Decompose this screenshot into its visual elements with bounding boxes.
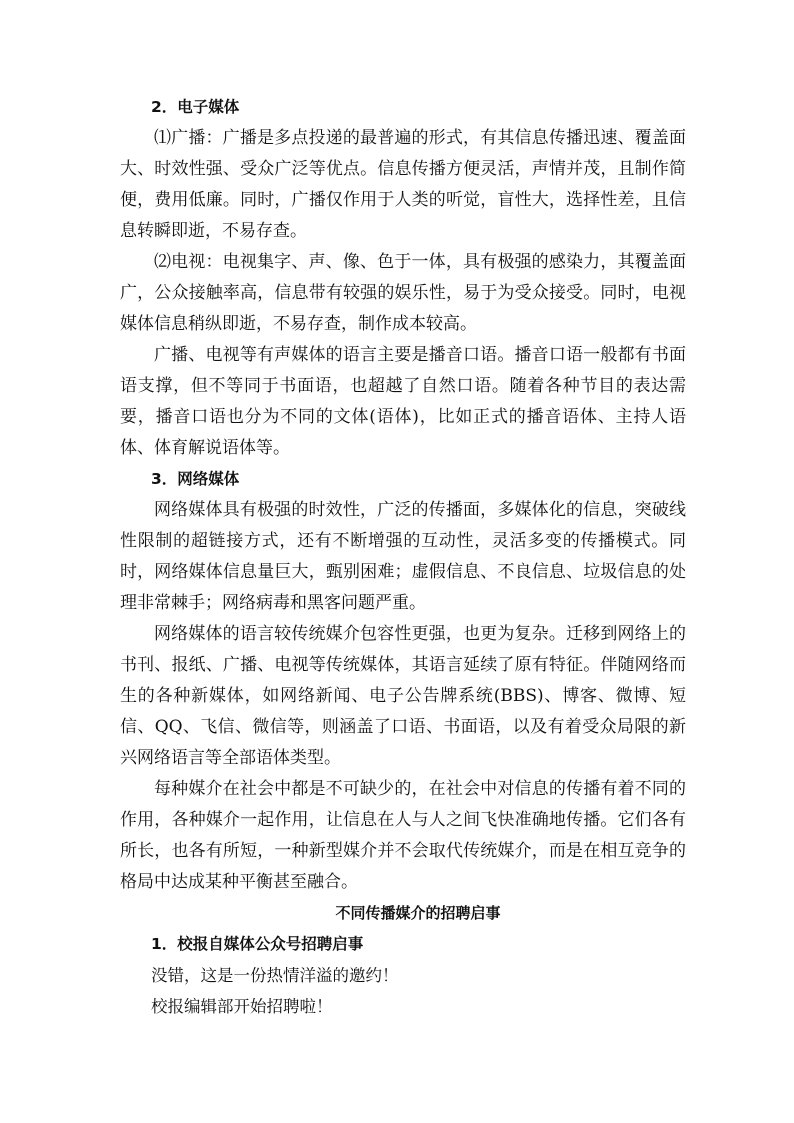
recruitment-title: 不同传播媒介的招聘启事 [335,904,501,922]
section-heading-network-media: 3．网络媒体 [151,470,240,488]
document-body [120,92,686,1022]
paragraph-radio: ⑴广播：广播是多点投递的最普遍的形式，有其信息传播迅速、覆盖面大、时效性强、受众广泛等优点。信息传播方便灵活，声情并茂，且制作简便，费用低廉。同时，广播仅作用于人类的听觉，盲性大，选择性差，且信息转瞬即逝，不易存查。 [120,128,686,241]
paragraph-broadcast-language: 广播、电视等有声媒体的语言主要是播音口语。播音口语一般都有书面语支撑，但不等同于书面语，也超越了自然口语。随着各种节目的表达需要，播音口语也分为不同的文体(语体)，比如正式的播音语体、主持人语体、体育解说语体等。 [120,345,686,458]
recruitment-subheading: 1．校报自媒体公众号招聘启事 [151,935,364,953]
paragraph-media-summary: 每种媒介在社会中都是不可缺少的，在社会中对信息的传播有着不同的作用，各种媒介一起作用，让信息在人与人之间飞快准确地传播。它们各有所长，也各有所短，一种新型媒介并不会取代传统媒介，而是在相互竞争的格局中达成某种平衡甚至融合。 [120,779,686,892]
recruitment-line: 没错，这是一份热情洋溢的邀约！ [151,966,399,985]
recruitment-line: 校报编辑部开始招聘啦！ [151,997,333,1016]
section-heading-electronic-media: 2．电子媒体 [151,98,240,116]
paragraph-network-language: 网络媒体的语言较传统媒介包容性更强，也更为复杂。迁移到网络上的书刊、报纸、广播、电视等传统媒体，其语言延续了原有特征。伴随网络而生的各种新媒体，如网络新闻、电子公告牌系统(BBS)、博客、微博、短信、QQ、飞信、微信等，则涵盖了口语、书面语，以及有着受众局限的新兴网络语言等全部语体类型。 [120,624,686,768]
paragraph-network-features: 网络媒体具有极强的时效性，广泛的传播面，多媒体化的信息，突破线性限制的超链接方式，还有不断增强的互动性，灵活多变的传播模式。同时，网络媒体信息量巨大，甄别困难；虚假信息、不良信息、垃圾信息的处理非常棘手；网络病毒和黑客问题严重。 [120,500,686,613]
paragraph-television: ⑵电视：电视集字、声、像、色于一体，具有极强的感染力，其覆盖面广，公众接触率高，信息带有较强的娱乐性，易于为受众接受。同时，电视媒体信息稍纵即逝，不易存查，制作成本较高。 [120,252,686,334]
